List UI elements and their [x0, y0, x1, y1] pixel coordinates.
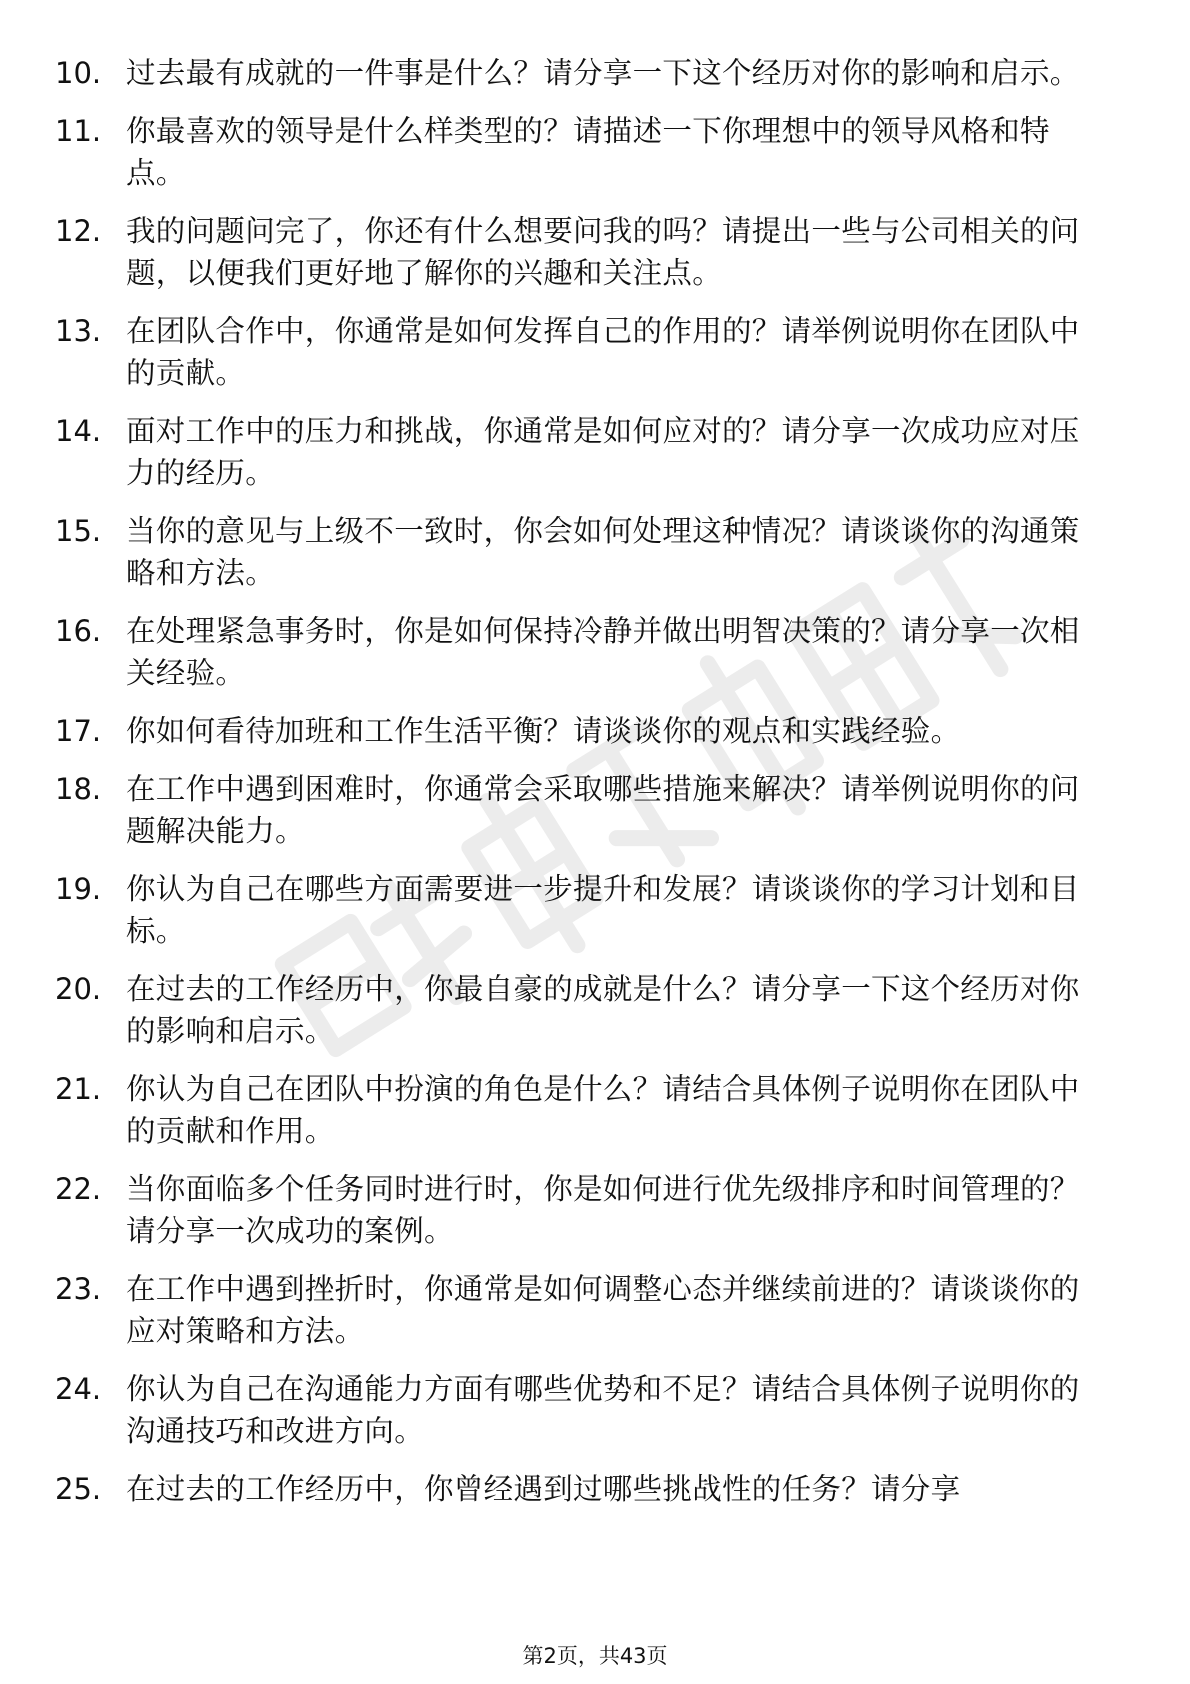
page-number-label: 第2页，共43页 [522, 1644, 668, 1668]
question-item [0, 310, 1190, 394]
question-number: 15. [55, 514, 102, 548]
page-footer [0, 1642, 1190, 1670]
question-text: 当你面临多个任务同时进行时，你是如何进行优先级排序和时间管理的？请分享一次成功的案例。 [126, 1172, 1080, 1248]
question-list [0, 52, 1190, 1526]
question-text: 我的问题问完了，你还有什么想要问我的吗？请提出一些与公司相关的问题，以便我们更好地了解你的兴趣和关注点。 [126, 214, 1080, 290]
question-number: 17. [55, 714, 102, 748]
question-item [0, 52, 1190, 94]
question-item [0, 610, 1190, 694]
question-text: 当你的意见与上级不一致时，你会如何处理这种情况？请谈谈你的沟通策略和方法。 [126, 514, 1080, 590]
question-item [0, 1368, 1190, 1452]
question-text: 你认为自己在哪些方面需要进一步提升和发展？请谈谈你的学习计划和目标。 [126, 872, 1080, 948]
question-item [0, 1068, 1190, 1152]
question-text: 你认为自己在团队中扮演的角色是什么？请结合具体例子说明你在团队中的贡献和作用。 [126, 1072, 1080, 1148]
question-text: 在工作中遇到困难时，你通常会采取哪些措施来解决？请举例说明你的问题解决能力。 [126, 772, 1080, 848]
question-item [0, 1168, 1190, 1252]
question-item [0, 1268, 1190, 1352]
question-item [0, 868, 1190, 952]
question-item [0, 110, 1190, 194]
question-item [0, 768, 1190, 852]
question-text: 在处理紧急事务时，你是如何保持冷静并做出明智决策的？请分享一次相关经验。 [126, 614, 1080, 690]
question-text: 面对工作中的压力和挑战，你通常是如何应对的？请分享一次成功应对压力的经历。 [126, 414, 1080, 490]
question-item [0, 968, 1190, 1052]
question-number: 21. [55, 1072, 102, 1106]
question-number: 24. [55, 1372, 102, 1406]
question-number: 18. [55, 772, 102, 806]
question-number: 11. [55, 114, 102, 148]
question-number: 13. [55, 314, 102, 348]
question-item [0, 510, 1190, 594]
question-text: 你如何看待加班和工作生活平衡？请谈谈你的观点和实践经验。 [126, 714, 961, 748]
question-text: 你认为自己在沟通能力方面有哪些优势和不足？请结合具体例子说明你的沟通技巧和改进方向。 [126, 1372, 1080, 1448]
question-item [0, 710, 1190, 752]
question-text: 你最喜欢的领导是什么样类型的？请描述一下你理想中的领导风格和特点。 [126, 114, 1050, 190]
question-number: 19. [55, 872, 102, 906]
question-item [0, 210, 1190, 294]
question-number: 10. [55, 56, 102, 90]
question-number: 22. [55, 1172, 102, 1206]
question-text: 在团队合作中，你通常是如何发挥自己的作用的？请举例说明你在团队中的贡献。 [126, 314, 1080, 390]
question-text: 在过去的工作经历中，你最自豪的成就是什么？请分享一下这个经历对你的影响和启示。 [126, 972, 1080, 1048]
question-number: 14. [55, 414, 102, 448]
question-text: 在工作中遇到挫折时，你通常是如何调整心态并继续前进的？请谈谈你的应对策略和方法。 [126, 1272, 1080, 1348]
question-number: 20. [55, 972, 102, 1006]
question-number: 16. [55, 614, 102, 648]
question-item [0, 410, 1190, 494]
question-text: 过去最有成就的一件事是什么？请分享一下这个经历对你的影响和启示。 [126, 56, 1080, 90]
question-number: 23. [55, 1272, 102, 1306]
question-item [0, 1468, 1190, 1510]
question-text: 在过去的工作经历中，你曾经遇到过哪些挑战性的任务？请分享 [126, 1472, 961, 1506]
question-number: 25. [55, 1472, 102, 1506]
question-number: 12. [55, 214, 102, 248]
